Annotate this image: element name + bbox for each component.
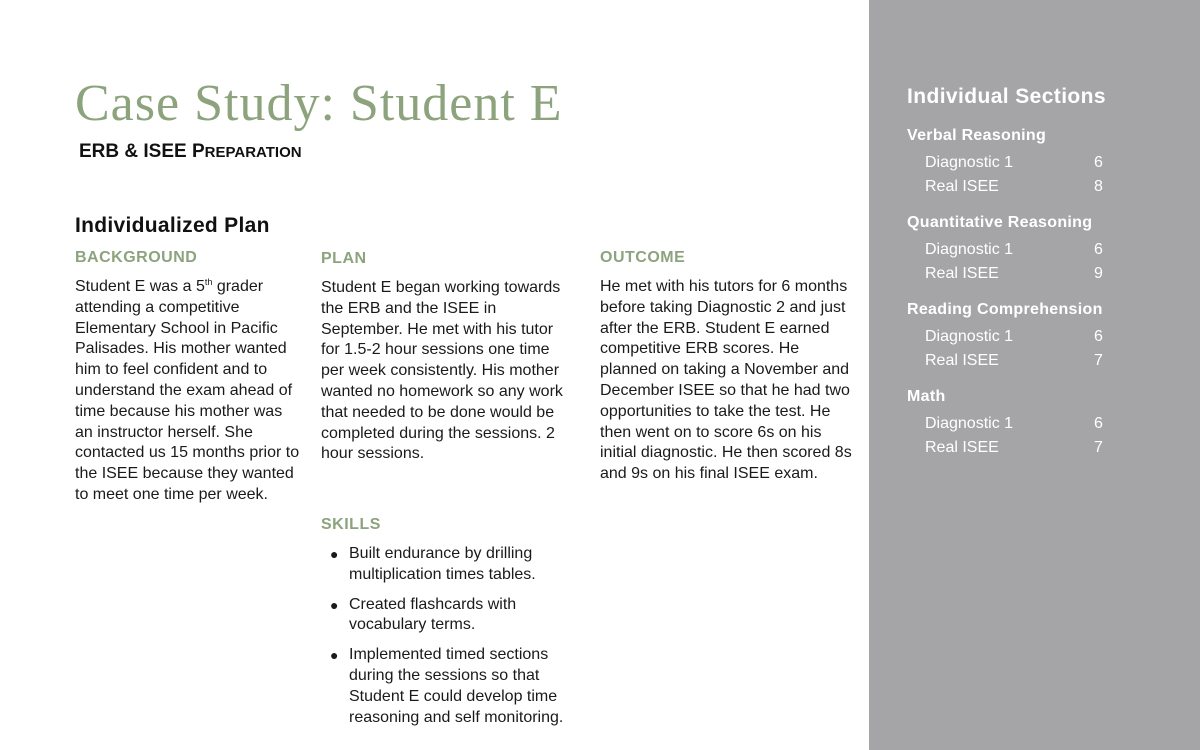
background-label: BACKGROUND: [75, 249, 198, 266]
score-row: [907, 352, 1177, 376]
background-column: [75, 249, 300, 506]
score-value: 8: [1094, 178, 1103, 195]
outcome-text: He met with his tutors for 6 months before taking Diagnostic 2 and just after the ERB. Student E earned competitive ERB scores. He planned on taking a November and December ISEE so that he had two opportunities to take the test. He then went on to score 6s on his initial diagnostic. He then scored 8s and 9s on his final ISEE exam.: [600, 278, 852, 483]
score-row: [907, 439, 1177, 463]
subtitle-smallcaps: REPARATION: [204, 144, 302, 161]
score-label: Real ISEE: [925, 178, 999, 195]
ordinal-suffix: th: [204, 277, 213, 287]
section-reading-comprehension: [907, 301, 1177, 376]
skill-text: Built endurance by drilling multiplication times tables.: [349, 545, 536, 583]
background-text-rest: grader attending a competitive Elementary School in Pacific Palisades. His mother wanted him to feel confident and to understand the exam ahead of time because his mother was an instructor herself. She contacted us 15 months prior to the ISEE because they wanted to meet one time per week.: [75, 278, 300, 503]
score-label: Real ISEE: [925, 352, 999, 369]
score-label: Real ISEE: [925, 439, 999, 456]
score-row: [907, 178, 1177, 202]
subtitle-main: ERB & ISEE P: [79, 141, 205, 162]
score-label: Diagnostic 1: [925, 241, 1014, 258]
outcome-label: OUTCOME: [600, 249, 686, 266]
bullet-icon: ●: [330, 596, 339, 613]
scores-sidebar: [869, 0, 1200, 750]
skills-column: [321, 516, 581, 737]
section-name: Verbal Reasoning: [907, 127, 1047, 144]
section-name: Reading Comprehension: [907, 301, 1103, 318]
section-verbal-reasoning: [907, 127, 1177, 202]
section-name: Math: [907, 388, 946, 405]
outcome-column: [600, 249, 860, 485]
plan-heading: Individualized Plan: [75, 214, 270, 237]
score-value: 6: [1094, 328, 1103, 345]
score-row: [907, 265, 1177, 289]
score-label: Diagnostic 1: [925, 415, 1014, 432]
score-value: 6: [1094, 154, 1103, 171]
sidebar-sections: [907, 127, 1177, 475]
skill-item: [321, 544, 581, 586]
skill-item: [321, 595, 581, 637]
skill-text: Created flashcards with vocabulary terms.: [349, 595, 517, 634]
background-text-start: Student E was a 5: [75, 278, 205, 295]
score-row: [907, 154, 1177, 178]
score-label: Real ISEE: [925, 265, 999, 282]
score-label: Diagnostic 1: [925, 154, 1014, 171]
score-value: 7: [1094, 439, 1103, 456]
section-name: Quantitative Reasoning: [907, 214, 1093, 231]
score-label: Diagnostic 1: [925, 328, 1014, 345]
sidebar-title: Individual Sections: [907, 85, 1106, 108]
score-value: 6: [1094, 241, 1103, 258]
page-title: Case Study: Student E: [75, 75, 563, 132]
section-quantitative-reasoning: [907, 214, 1177, 289]
bullet-icon: ●: [330, 546, 339, 562]
section-math: [907, 388, 1177, 463]
plan-text: Student E began working towards the ERB and the ISEE in September. He met with his tutor for 1.5-2 hour sessions one time per week consistently. His mother wanted no homework so any work that needed to be done would be completed during the sessions. 2 hour sessions.: [321, 279, 563, 463]
page-subtitle: [79, 141, 302, 163]
score-value: 9: [1094, 265, 1103, 282]
background-text: [75, 277, 300, 506]
score-value: 7: [1094, 352, 1103, 369]
score-row: [907, 415, 1177, 439]
score-value: 6: [1094, 415, 1103, 432]
skills-list: [321, 544, 581, 728]
plan-column: [321, 250, 571, 465]
bullet-icon: ●: [330, 647, 339, 664]
skill-item: [321, 645, 581, 728]
plan-label: PLAN: [321, 250, 367, 267]
score-row: [907, 241, 1177, 265]
skill-text: Implemented timed sections during the sessions so that Student E could develop time reasoning and self monitoring.: [349, 646, 564, 726]
score-row: [907, 328, 1177, 352]
skills-label: SKILLS: [321, 516, 381, 533]
